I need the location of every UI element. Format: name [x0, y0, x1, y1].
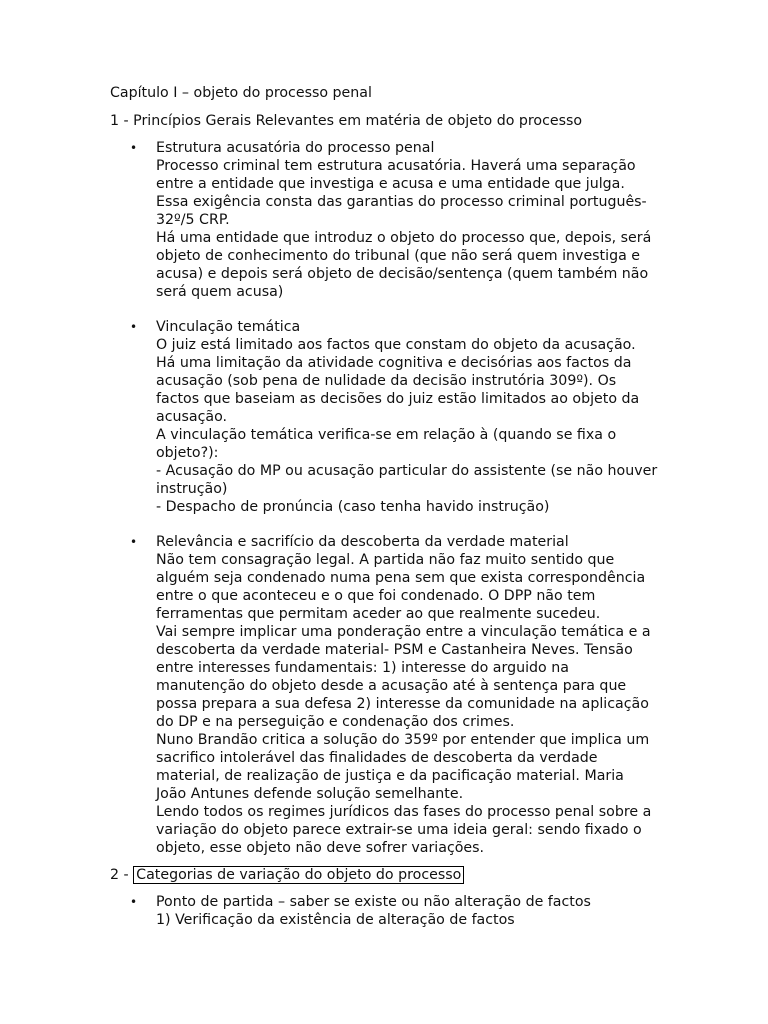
section-2-bullet-line: 1) Verificação da existência de alteração de factos [156, 912, 515, 928]
chapter-title: Capítulo I – objeto do processo penal [110, 85, 372, 101]
section-2-bullet-title: Ponto de partida – saber se existe ou não alteração de factos [156, 894, 591, 910]
bullet-3-line: entre o que aconteceu e o que foi condenado. O DPP não tem [156, 588, 596, 604]
bullet-3-line: entre interesses fundamentais: 1) interesse do arguido na [156, 660, 569, 676]
bullet-2-line: acusação. [156, 409, 228, 425]
bullet-2-line: acusação (sob pena de nulidade da decisão instrutória 309º). Os [156, 373, 617, 389]
bullet-2-line: instrução) [156, 481, 228, 497]
section-2-heading [110, 866, 464, 884]
bullet-1-line: Há uma entidade que introduz o objeto do processo que, depois, será [156, 230, 652, 246]
bullet-1-line: objeto de conhecimento do tribunal (que não será quem investiga e [156, 248, 641, 264]
bullet-1-line: Processo criminal tem estrutura acusatória. Haverá uma separação [156, 158, 636, 174]
bullet-2-line: O juiz está limitado aos factos que constam do objeto da acusação. [156, 337, 636, 353]
bullet-3-line: variação do objeto parece extrair-se uma ideia geral: sendo fixado o [156, 822, 642, 838]
bullet-2-line: - Acusação do MP ou acusação particular do assistente (se não houver [156, 463, 658, 479]
section-2-number: 2 - [110, 867, 129, 883]
bullet-3-line: Lendo todos os regimes jurídicos das fases do processo penal sobre a [156, 804, 652, 820]
bullet-3-line: objeto, esse objeto não deve sofrer variações. [156, 840, 485, 856]
bullet-3-line: Nuno Brandão critica a solução do 359º por entender que implica um [156, 732, 650, 748]
bullet-3-line: João Antunes defende solução semelhante. [156, 786, 464, 802]
bullet-1-title: Estrutura acusatória do processo penal [156, 140, 435, 156]
bullet-1-line: acusa) e depois será objeto de decisão/sentença (quem também não [156, 266, 649, 282]
bullet-icon: • [130, 535, 138, 549]
bullet-3-line: Não tem consagração legal. A partida não faz muito sentido que [156, 552, 615, 568]
bullet-3-line: Vai sempre implicar uma ponderação entre a vinculação temática e a [156, 624, 651, 640]
bullet-2-line: factos que baseiam as decisões do juiz estão limitados ao objeto da [156, 391, 640, 407]
bullet-2-line: Há uma limitação da atividade cognitiva e decisórias aos factos da [156, 355, 632, 371]
bullet-3-line: manutenção do objeto desde a acusação até à sentença para que [156, 678, 627, 694]
bullet-1-line: será quem acusa) [156, 284, 284, 300]
bullet-2-title: Vinculação temática [156, 319, 301, 335]
bullet-3-line: sacrifico intolerável das finalidades de descoberta da verdade [156, 750, 598, 766]
bullet-3-line: ferramentas que permitam aceder ao que realmente sucedeu. [156, 606, 601, 622]
bullet-1-line: Essa exigência consta das garantias do processo criminal português- [156, 194, 647, 210]
bullet-3-title: Relevância e sacrifício da descoberta da verdade material [156, 534, 569, 550]
bullet-2-line: - Despacho de pronúncia (caso tenha havido instrução) [156, 499, 550, 515]
section-2-title-box: Categorias de variação do objeto do processo [133, 866, 464, 884]
bullet-icon: • [130, 141, 138, 155]
bullet-2-line: objeto?): [156, 445, 219, 461]
bullet-1-line: 32º/5 CRP. [156, 212, 230, 228]
section-1-heading: 1 - Princípios Gerais Relevantes em matéria de objeto do processo [110, 113, 583, 129]
bullet-3-line: descoberta da verdade material- PSM e Castanheira Neves. Tensão [156, 642, 633, 658]
bullet-3-line: material, de realização de justiça e da pacificação material. Maria [156, 768, 624, 784]
bullet-icon: • [130, 320, 138, 334]
bullet-icon: • [130, 895, 138, 909]
bullet-3-line: possa prepara a sua defesa 2) interesse da comunidade na aplicação [156, 696, 649, 712]
bullet-3-line: do DP e na perseguição e condenação dos crimes. [156, 714, 515, 730]
bullet-3-line: alguém seja condenado numa pena sem que exista correspondência [156, 570, 646, 586]
bullet-1-line: entre a entidade que investiga e acusa e uma entidade que julga. [156, 176, 625, 192]
bullet-2-line: A vinculação temática verifica-se em relação à (quando se fixa o [156, 427, 617, 443]
